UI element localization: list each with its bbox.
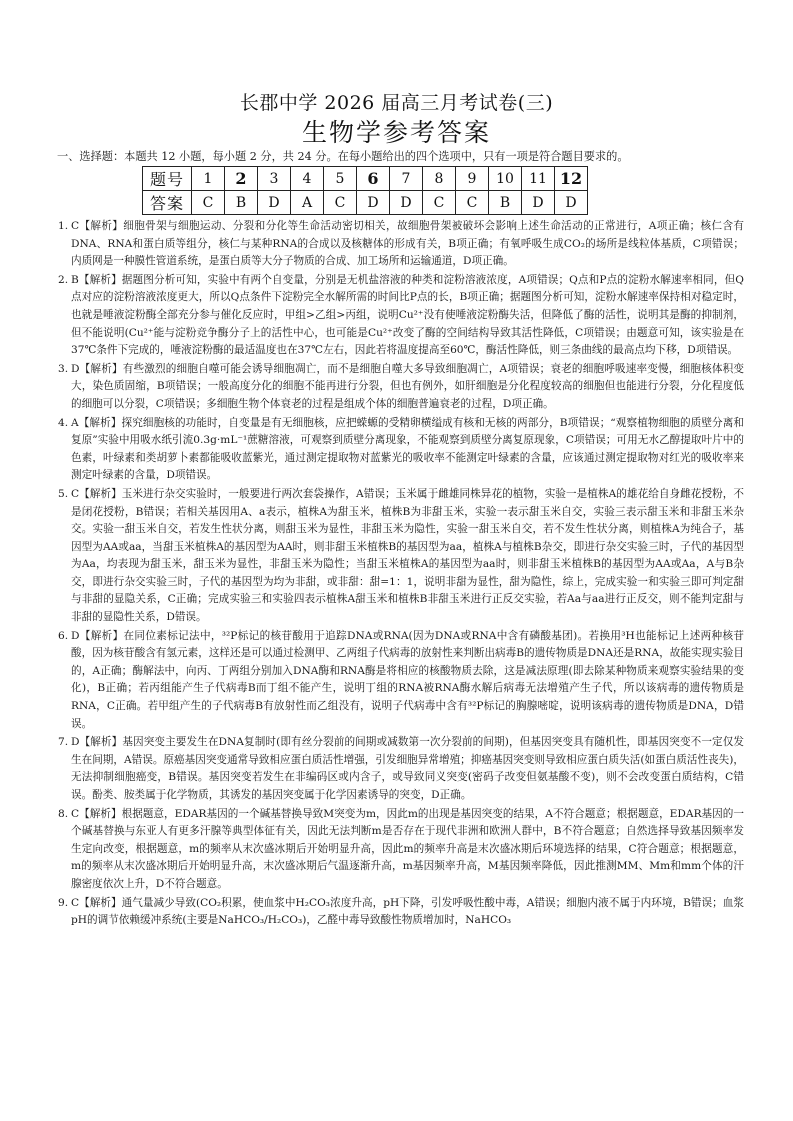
answer-cell: D bbox=[522, 191, 555, 215]
explanation-item bbox=[58, 895, 744, 930]
explanation-item bbox=[58, 806, 744, 894]
answer-cell: C bbox=[192, 191, 225, 215]
question-number: 6 bbox=[357, 167, 390, 191]
question-number: 9 bbox=[456, 167, 489, 191]
explanation-item bbox=[58, 415, 744, 485]
item-text: B【解析】据题图分析可知，实验中有两个自变量，分别是无机盐溶液的种类和淀粉溶液浓度，A项错误；Q点和P点的淀粉水解速率相同，但Q点对应的淀粉溶液浓度更大，所以Q点条件下淀粉完全水解所需的时间比P点的长，B项正确；据题图分析可知，淀粉水解速率保持相对稳定时，也就是唾液淀粉酶全部充分参与催化反应时，甲组>乙组>丙组，说明Cu²⁺没有使唾液淀粉酶失活，但降低了酶的活性，说明其是酶的抑制剂，但不能说明(Cu²⁺能与淀粉竞争酶分子上的活性中心，也可能是Cu²⁺改变了酶的空间结构导致其活性降低，C项错误；由题意可知，该实验是在37℃条件下完成的，唾液淀粉酶的最适温度也在37℃左右，因此若将温度提高至60℃，酶活性降低，则三条曲线的最高点均下移，D项错误。 bbox=[71, 273, 744, 357]
answer-cell: B bbox=[225, 191, 258, 215]
question-number: 12 bbox=[555, 167, 588, 191]
explanation-item bbox=[58, 218, 744, 271]
question-number: 8 bbox=[423, 167, 456, 191]
answer-cell: D bbox=[357, 191, 390, 215]
explanation-item bbox=[58, 361, 744, 414]
answer-cell: B bbox=[489, 191, 522, 215]
item-number: 4. bbox=[58, 416, 69, 429]
explanation-item bbox=[58, 486, 744, 627]
item-text: D【解析】有些激烈的细胞自噬可能会诱导细胞凋亡，而不是细胞自噬大多导致细胞凋亡，A项错误；衰老的细胞呼吸速率变慢，细胞核体积变大，染色质固缩，B项错误；一般高度分化的细胞不能再进行分裂，但也有例外，如肝细胞是分化程度较高的细胞但也能进行分裂，分化程度低的细胞可以分裂，C项错误；多细胞生物个体衰老的过程是组成个体的细胞普遍衰老的过程，D项正确。 bbox=[71, 362, 744, 410]
answer-cell: A bbox=[291, 191, 324, 215]
question-number: 1 bbox=[192, 167, 225, 191]
explanation-item bbox=[58, 272, 744, 360]
answer-cell: D bbox=[258, 191, 291, 215]
question-number: 5 bbox=[324, 167, 357, 191]
exam-title: 长郡中学 2026 届高三月考试卷(三) bbox=[239, 92, 554, 114]
item-number: 2. bbox=[58, 273, 69, 286]
item-number: 9. bbox=[58, 896, 69, 909]
item-number: 7. bbox=[58, 736, 69, 749]
item-text: C【解析】玉米进行杂交实验时，一般要进行两次套袋操作，A错误；玉米属于雌雄同株异花的植物，实验一是植株A的雄花给自身雌花授粉，不是闭花授粉，B错误；若相关基因用A、a表示，植株A为甜玉米，植株B为非甜玉米，实验一表示甜玉米自交，实验三表示甜玉米和非甜玉米杂交。实验一甜玉米自交，若发生性状分离，则甜玉米为显性，非甜玉米为隐性，实验一甜玉米自交，若不发生性状分离，则植株A为纯合子，基因型为AA或aa，当甜玉米植株A的基因型为AA时，则非甜玉米植株B的基因型为aa，植株A与植株B杂交，即进行杂交实验三时，子代的基因型为Aa，均表现为甜玉米，甜玉米为显性，非甜玉米为隐性；当甜玉米植株A的基因型为aa时，则非甜玉米植株B的基因型为AA或Aa，A与B杂交，即进行杂交实验三时，子代的基因型为均为非甜，或非甜：甜=1：1，说明非甜为显性，甜为隐性，综上，完成实验一和实验三即可判定甜与非甜的显隐关系，C正确；完成实验三和实验四表示植株A甜玉米和植株B非甜玉米进行正反交实验，若Aa与aa进行正反交，则不能判定甜与非甜的显隐性关系，D错误。 bbox=[71, 487, 744, 624]
question-number: 7 bbox=[390, 167, 423, 191]
answer-row bbox=[143, 191, 588, 215]
item-text: D【解析】在同位素标记法中，³²P标记的核苷酸用于追踪DNA或RNA(因为DNA或RNA中含有磷酸基团)。若换用³H也能标记上述两种核苷酸，因为核苷酸含有氢元素，这样还是可以通过检测甲、乙两组子代病毒的放射性来判断出病毒B的遗传物质是DNA还是RNA，故能实现实验目的，A正确；酶解法中，向丙、丁两组分别加入DNA酶和RNA酶是将相应的核酸物质去除，这是减法原理(即去除某种物质来观察实验结果的变化)，B正确；若丙组能产生子代病毒B而丁组不能产生，说明丁组的RNA被RNA酶水解后病毒无法增殖产生子代，所以该病毒的遗传物质是RNA，C正确。若甲组产生的子代病毒B有放射性而乙组没有，说明子代病毒中含有³²P标记的胸腺嘧啶，说明该病毒的遗传物质是DNA，D错误。 bbox=[71, 629, 744, 730]
question-number: 2 bbox=[225, 167, 258, 191]
answer-cell: D bbox=[390, 191, 423, 215]
question-number: 11 bbox=[522, 167, 555, 191]
item-number: 1. bbox=[58, 220, 69, 232]
row-label-answer: 答案 bbox=[143, 191, 192, 215]
explanation-item bbox=[58, 734, 744, 804]
item-number: 6. bbox=[58, 629, 69, 642]
item-text: A【解析】探究细胞核的功能时，自变量是有无细胞核，应把蝾螈的受精卵横缢成有核和无核的两部分，B项错误；“观察植物细胞的质壁分离和复原”实验中用吸水纸引流0.3g·mL⁻¹蔗糖溶液，可观察到质壁分离现象，不能观察到质壁分离复原现象，C项错误；可用无水乙醇提取叶片中的色素，叶绿素和类胡萝卜素都能吸收蓝紫光，通过测定提取物对蓝紫光的吸收率不能测定叶绿素的含量，应该通过测定提取物对红光的吸收率来测定叶绿素的含量，D项错误。 bbox=[71, 416, 744, 482]
answer-cell: C bbox=[324, 191, 357, 215]
question-number: 4 bbox=[291, 167, 324, 191]
answer-cell: D bbox=[555, 191, 588, 215]
section-one-instructions: 一、选择题：本题共 12 小题，每小题 2 分，共 24 分。在每小题给出的四个选项中，只有一项是符合题目要求的。 bbox=[57, 150, 629, 163]
question-number-row bbox=[143, 167, 588, 191]
answer-cell: C bbox=[456, 191, 489, 215]
item-number: 3. bbox=[58, 362, 69, 375]
item-number: 8. bbox=[58, 807, 69, 820]
answer-table bbox=[142, 166, 588, 215]
item-text: D【解析】基因突变主要发生在DNA复制时(即有丝分裂前的间期或减数第一次分裂前的间期)，但基因突变具有随机性，即基因突变不一定仅发生在间期，A错误。原癌基因突变通常导致相应蛋白质活性增强，引发细胞异常增殖；抑癌基因突变则导致相应蛋白质失活(如蛋白质活性丧失)，无法抑制细胞癌变，B错误。基因突变若发生在非编码区或内含子，或导致同义突变(密码子改变但氨基酸不变)，则不会改变蛋白质结构，C错误。酚类、胺类属于化学物质，其诱发的基因突变属于化学因素诱导的突变，D正确。 bbox=[71, 736, 744, 801]
explanations-list bbox=[58, 218, 744, 931]
explanation-item bbox=[58, 628, 744, 734]
item-text: C【解析】通气量减少导致(CO₂积累，使血浆中H₂CO₃浓度升高，pH下降，引发呼吸性酸中毒，A错误；细胞内液不属于内环境，B错误；血浆pH的调节依赖缓冲系统(主要是NaHCO₃/H₂CO₃)，乙醛中毒导致酸性物质增加时，NaHCO₃ bbox=[71, 896, 744, 927]
item-text: C【解析】根据题意，EDAR基因的一个碱基替换导致M突变为m，因此m的出现是基因突变的结果，A不符合题意；根据题意，EDAR基因的一个碱基替换与东亚人有更多汗腺等典型体征有关，因此无法判断m是否存在于现代非洲和欧洲人群中，B不符合题意；自然选择导致基因频率发生定向改变，根据题意，m的频率从末次盛冰期后开始明显升高，因此m的频率升高是末次盛冰期后环境选择的结果，C符合题意；根据题意，m的频率从末次盛冰期后开始明显升高，末次盛冰期后气温逐渐升高，m基因频率升高，M基因频率降低，因此推测MM、Mm和mm个体的汗腺密度依次上升，D不符合题意。 bbox=[71, 807, 744, 890]
answer-cell: C bbox=[423, 191, 456, 215]
question-number: 3 bbox=[258, 167, 291, 191]
question-number: 10 bbox=[489, 167, 522, 191]
item-text: C【解析】细胞骨架与细胞运动、分裂和分化等生命活动密切相关，故细胞骨架被破坏会影响上述生命活动的正常进行，A项正确；核仁含有DNA、RNA和蛋白质等组分，核仁与某种RNA的合成以及核糖体的形成有关，B项正确；有氧呼吸生成CO₂的场所是线粒体基质，C项错误；内质网是一种膜性管道系统，是蛋白质等大分子物质的合成、加工场所和运输通道，D项正确。 bbox=[71, 220, 744, 268]
item-number: 5. bbox=[58, 487, 69, 500]
answer-key-subtitle: 生物学参考答案 bbox=[301, 118, 491, 147]
row-label-number: 题号 bbox=[143, 167, 192, 191]
